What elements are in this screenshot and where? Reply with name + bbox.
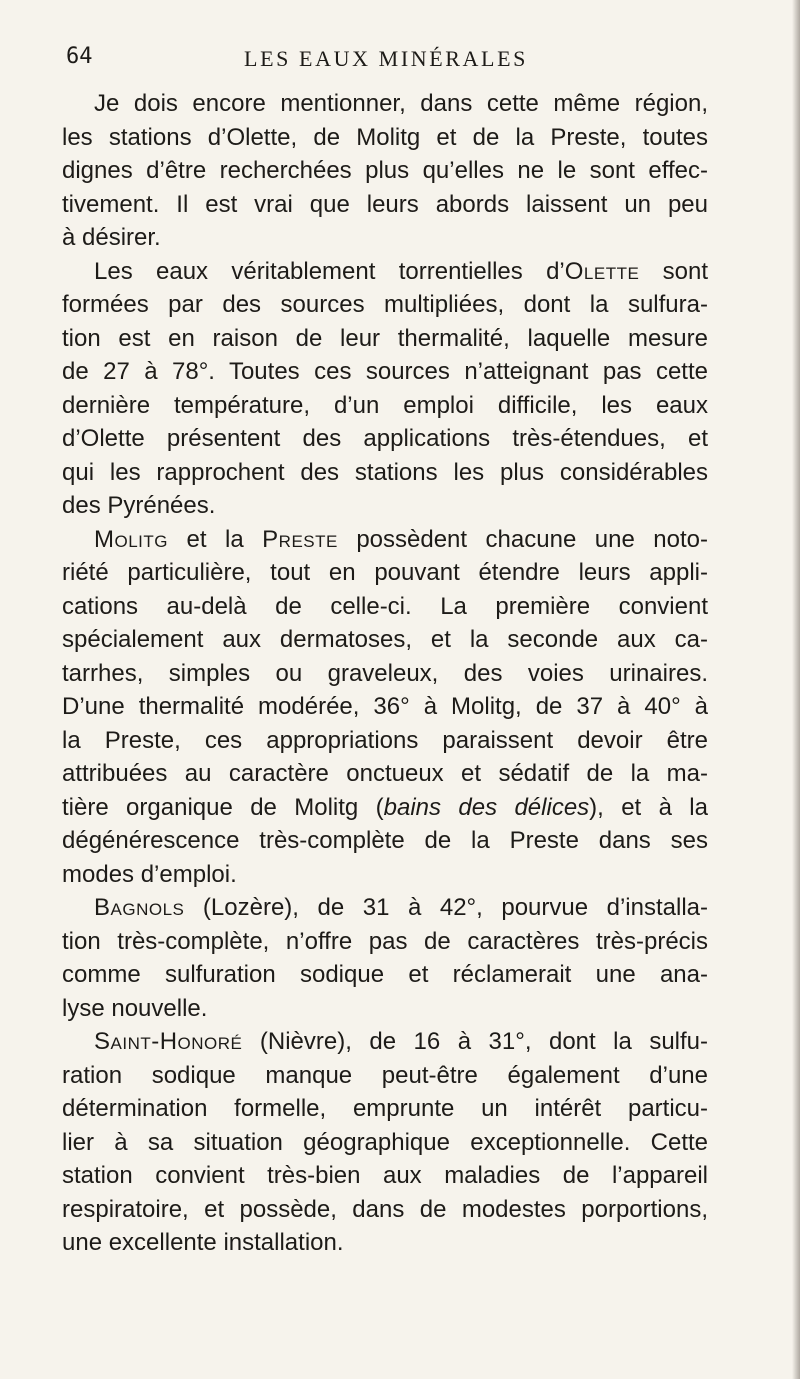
italic-phrase: bains des délices xyxy=(383,793,590,821)
text-line: d’Olette présentent des applications très-étendues, et xyxy=(62,425,708,452)
text-line xyxy=(62,891,708,925)
paragraph xyxy=(62,255,708,523)
text-line: ration sodique manque peut-être également d’une xyxy=(62,1061,708,1089)
text-line: D’une thermalité modérée, 36° à Molitg, de 37 à 40° à xyxy=(62,693,708,720)
text-line xyxy=(62,255,708,289)
page-edge-shadow xyxy=(792,0,800,1379)
text-line: lyse nouvelle. xyxy=(62,994,208,1022)
text-run: et la xyxy=(168,525,263,553)
text-line: de 27 à 78°. Toutes ces sources n’atteignant pas cette xyxy=(62,358,708,385)
text-line: la Preste, ces appropriations paraissent devoir être xyxy=(62,726,708,754)
text-line: une excellente installation. xyxy=(62,1229,344,1256)
page-header xyxy=(66,40,706,80)
text-line xyxy=(62,523,708,557)
text-line: formées par des sources multipliées, dont la sulfura- xyxy=(62,291,708,318)
text-line: dernière température, d’un emploi difficile, les eaux xyxy=(62,391,708,419)
text-line: détermination formelle, emprunte un intérêt particu- xyxy=(62,1095,708,1122)
place-name: Bagnols xyxy=(94,894,185,921)
text-run: possèdent chacune une noto- xyxy=(337,525,708,553)
text-run: (Lozère), de 31 à 42°, pourvue d’installa- xyxy=(184,894,708,921)
paragraph xyxy=(62,1025,708,1260)
place-name: Molitg xyxy=(94,525,169,553)
text-run: sont xyxy=(639,257,709,285)
text-line: Je dois encore mentionner, dans cette même région, xyxy=(94,90,708,117)
text-line: spécialement aux dermatoses, et la seconde aux ca- xyxy=(62,626,708,653)
text-line: tion est en raison de leur thermalité, laquelle mesure xyxy=(62,324,708,352)
text-line: tarrhes, simples ou graveleux, des voies urinaires. xyxy=(62,659,708,687)
text-line xyxy=(62,1025,708,1059)
text-line: comme sulfuration sodique et réclamerait une ana- xyxy=(62,961,708,988)
text-line: cations au-delà de celle-ci. La première convient xyxy=(62,592,708,620)
page-number: 64 xyxy=(66,44,93,69)
place-name: Preste xyxy=(262,525,338,553)
body-text xyxy=(62,87,708,1260)
paragraph xyxy=(62,891,708,1025)
text-line: à désirer. xyxy=(62,224,161,251)
text-run: Les eaux véritablement torrentielles d’ xyxy=(94,257,565,285)
text-line: dignes d’être recherchées plus qu’elles ne le sont effec- xyxy=(62,157,708,184)
text-line: les stations d’Olette, de Molitg et de la Preste, toutes xyxy=(62,123,708,151)
text-line: respiratoire, et possède, dans de modestes porportions, xyxy=(62,1195,708,1223)
text-line xyxy=(62,791,708,825)
text-line: modes d’emploi. xyxy=(62,860,237,888)
text-run: tière organique de Molitg ( xyxy=(62,793,384,821)
text-line: tivement. Il est vrai que leurs abords laissent un peu xyxy=(62,190,708,218)
text-line: qui les rapprochent des stations les plus considérables xyxy=(62,458,708,486)
text-line: riété particulière, tout en pouvant étendre leurs appli- xyxy=(62,559,708,586)
text-run: (Nièvre), de 16 à 31°, dont la sulfu- xyxy=(242,1028,708,1055)
paragraph xyxy=(62,87,708,255)
text-run: ), et à la xyxy=(589,793,708,821)
text-line: lier à sa situation géographique exceptionnelle. Cette xyxy=(62,1128,708,1156)
text-line: dégénérescence très-complète de la Preste dans ses xyxy=(62,827,708,854)
text-line: station convient très-bien aux maladies de l’appareil xyxy=(62,1162,708,1189)
place-name: Saint-Honoré xyxy=(94,1028,243,1055)
place-name: Olette xyxy=(564,257,640,285)
text-line: des Pyrénées. xyxy=(62,492,216,519)
text-line: attribuées au caractère onctueux et sédatif de la ma- xyxy=(62,760,708,787)
text-line: tion très-complète, n’offre pas de caractères très-précis xyxy=(62,927,708,955)
running-title: LES EAUX MINÉRALES xyxy=(244,46,528,71)
paragraph xyxy=(62,523,708,892)
